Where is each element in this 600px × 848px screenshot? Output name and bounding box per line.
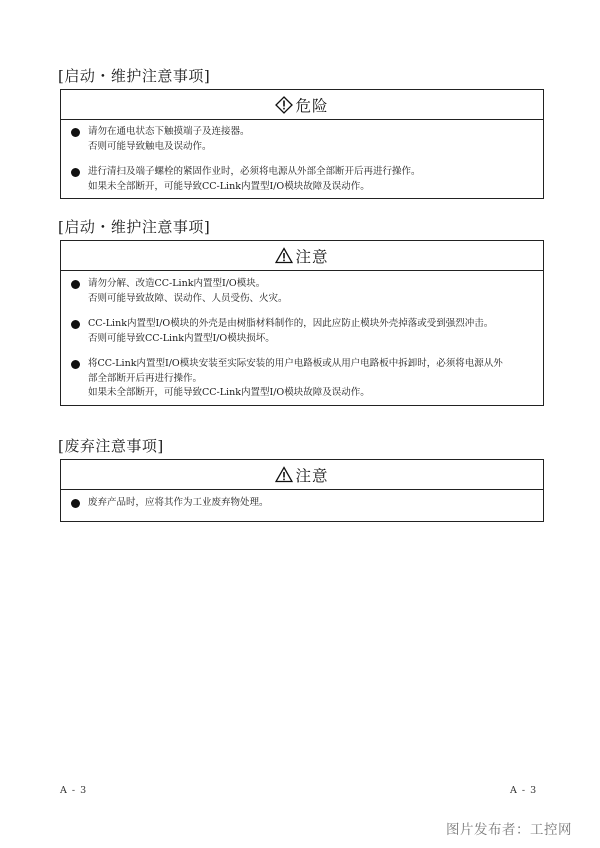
- list-item: [71, 357, 533, 401]
- item-text: [88, 125, 250, 154]
- danger-diamond-icon: [275, 96, 293, 114]
- danger-body: [61, 120, 543, 194]
- disposal-caution-label: 注意: [295, 466, 329, 485]
- item-text: [88, 496, 269, 511]
- item-line: 部全部断开后再进行操作。: [88, 372, 203, 384]
- item-text: [88, 165, 421, 194]
- bullet-icon: [71, 128, 80, 137]
- item-text: [88, 277, 288, 306]
- warning-triangle-icon: [275, 466, 293, 483]
- page-number-right: A - 3: [510, 785, 538, 796]
- item-line: 如果未全部断开，可能导致CC-Link内置型I/O模块故障及误动作。: [88, 180, 370, 192]
- item-line: 废弃产品时，应将其作为工业废弃物处理。: [88, 497, 269, 508]
- item-line: 请勿分解、改造CC-Link内置型I/O模块。: [88, 278, 266, 289]
- item-line: 如果未全部断开，可能导致CC-Link内置型I/O模块故障及误动作。: [88, 387, 370, 398]
- section-title-startup-maintenance: [启动・维护注意事项]: [58, 67, 211, 85]
- list-item: [71, 125, 533, 154]
- item-text: [88, 357, 503, 401]
- bullet-icon: [71, 320, 80, 329]
- list-item: [71, 496, 533, 511]
- item-line: 否则可能导致触电及误动作。: [88, 140, 212, 152]
- section-title-disposal: [废弃注意事项]: [58, 437, 164, 455]
- item-line: CC-Link内置型I/O模块的外壳是由树脂材料制作的，因此应防止模块外壳掉落或受到强烈冲击。: [88, 318, 494, 329]
- danger-label: 危险: [295, 96, 329, 115]
- danger-box: [60, 89, 544, 199]
- caution-label: 注意: [295, 247, 329, 266]
- item-line: 否则可能导致故障、误动作、人员受伤、火灾。: [88, 292, 288, 304]
- caution-body: [61, 271, 543, 401]
- bullet-icon: [71, 360, 80, 369]
- item-text: [88, 317, 493, 346]
- item-line: 将CC-Link内置型I/O模块安装至实际安装的用户电路板或从用户电路板中拆卸时，必须将电源从外: [88, 358, 503, 369]
- caution-header: [61, 241, 543, 271]
- list-item: [71, 317, 533, 346]
- caution-box: [60, 240, 544, 406]
- bullet-icon: [71, 280, 80, 289]
- danger-header: [61, 90, 543, 120]
- item-line: 进行清扫及端子螺栓的紧固作业时，必须将电源从外部全部断开后再进行操作。: [88, 166, 421, 177]
- bullet-icon: [71, 168, 80, 177]
- warning-triangle-icon: [275, 247, 293, 264]
- page-number-left: A - 3: [60, 785, 88, 796]
- disposal-caution-body: [61, 490, 543, 521]
- disposal-caution-header: [61, 460, 543, 490]
- list-item: [71, 165, 533, 194]
- section-title-startup-maintenance: [启动・维护注意事项]: [58, 218, 211, 236]
- bullet-icon: [71, 499, 80, 508]
- list-item: [71, 277, 533, 306]
- item-line: 请勿在通电状态下触摸端子及连接器。: [88, 126, 250, 137]
- disposal-caution-box: [60, 459, 544, 522]
- item-line: 否则可能导致CC-Link内置型I/O模块损坏。: [88, 332, 275, 344]
- publisher-watermark: 图片发布者：工控网: [446, 822, 572, 838]
